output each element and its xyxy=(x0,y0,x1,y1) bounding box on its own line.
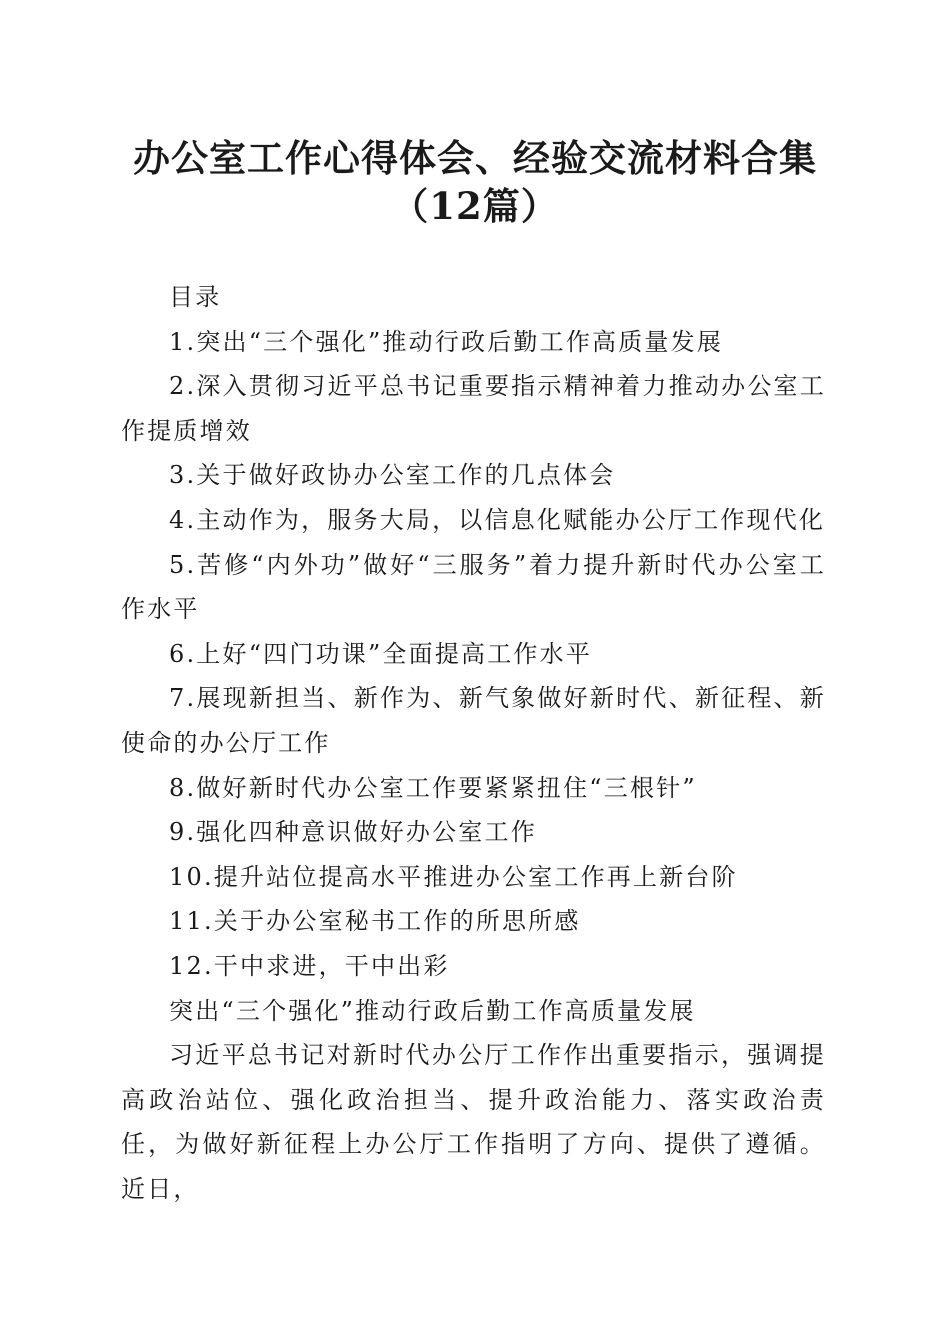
document-title: 办公室工作心得体会、经验交流材料合集（12篇） xyxy=(133,136,817,228)
toc-item-8: 8.做好新时代办公室工作要紧紧扭住“三根针” xyxy=(169,773,697,802)
toc-item-7: 7.展现新担当、新作为、新气象做好新时代、新征程、新使命的办公厅工作 xyxy=(121,684,826,757)
section-title: 突出“三个强化”推动行政后勤工作高质量发展 xyxy=(169,996,696,1025)
document-body xyxy=(121,275,826,1211)
toc-item-3: 3.关于做好政协办公室工作的几点体会 xyxy=(169,461,616,490)
toc-item-10: 10.提升站位提高水平推进办公室工作再上新台阶 xyxy=(169,862,738,891)
toc-item-9: 9.强化四种意识做好办公室工作 xyxy=(169,818,537,847)
toc-item-2: 2.深入贯彻习近平总书记重要指示精神着力推动办公室工作提质增效 xyxy=(121,372,826,445)
toc-item-12: 12.干中求进，干中出彩 xyxy=(169,951,450,980)
toc-item-11: 11.关于办公室秘书工作的所思所感 xyxy=(169,907,581,936)
toc-item-5: 5.苦修“内外功”做好“三服务”着力提升新时代办公室工作水平 xyxy=(121,550,826,624)
toc-item-6: 6.上好“四门功课”全面提高工作水平 xyxy=(169,639,593,668)
toc-heading: 目录 xyxy=(169,283,222,311)
toc-item-4: 4.主动作为，服务大局，以信息化赋能办公厅工作现代化 xyxy=(169,505,826,534)
toc-item-1: 1.突出“三个强化”推动行政后勤工作高质量发展 xyxy=(169,327,724,356)
body-paragraph: 习近平总书记对新时代办公厅工作作出重要指示，强调提高政治站位、强化政治担当、提升政治能力、落实政治责任，为做好新征程上办公厅工作指明了方向、提供了遵循。近日， xyxy=(121,1041,826,1203)
